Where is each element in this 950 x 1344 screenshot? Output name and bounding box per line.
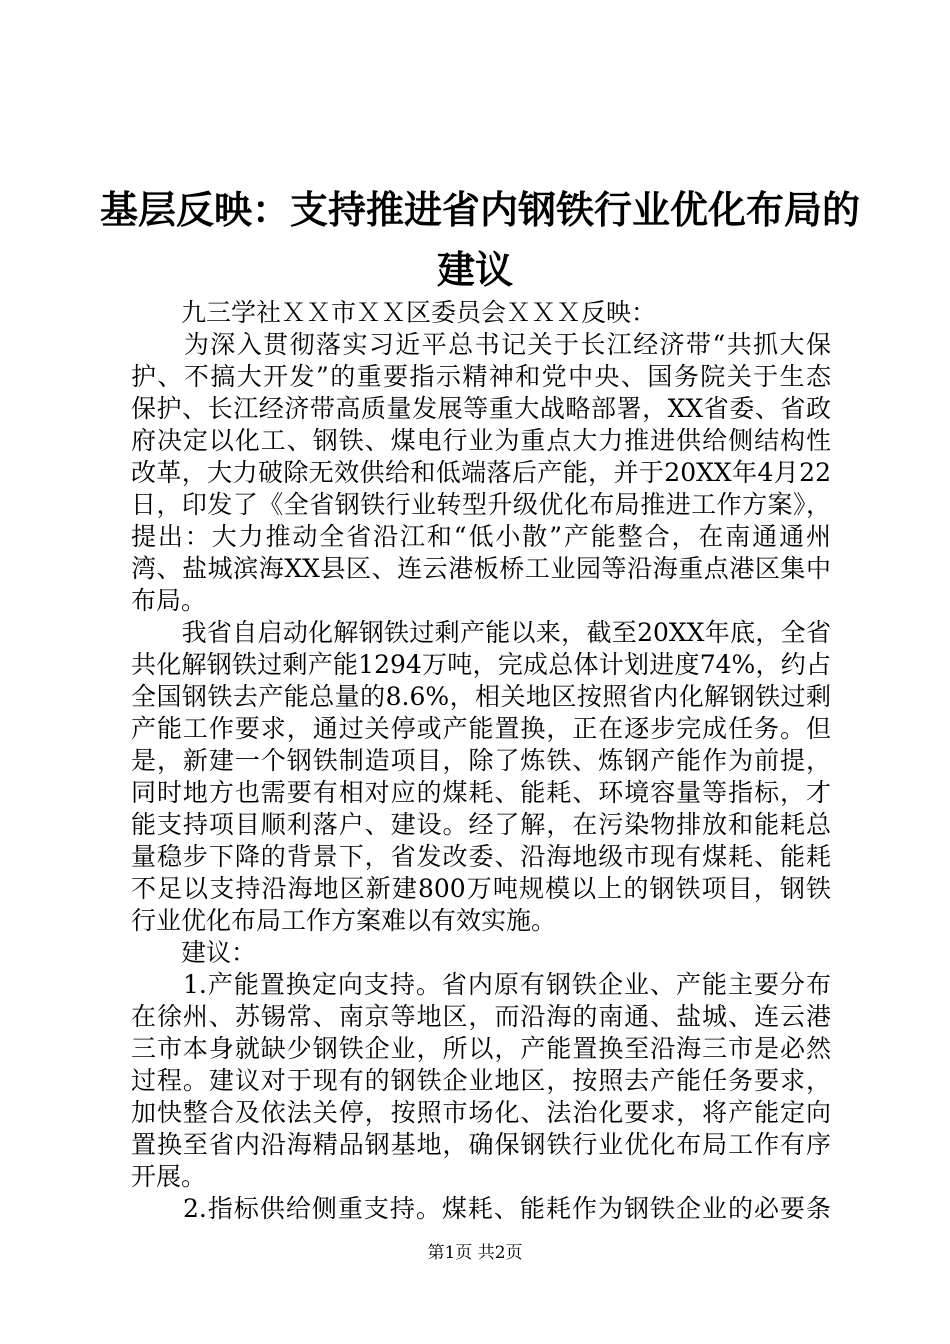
body-line: 行业优化布局工作方案难以有效实施。: [131, 906, 557, 935]
body-line: 不足以支持沿海地区新建800万吨规模以上的钢铁项目，钢铁: [131, 874, 831, 903]
body-line: 置换至省内沿海精品钢基地，确保钢铁行业优化布局工作有序: [131, 1130, 831, 1159]
body-line: 日，印发了《全省钢铁行业转型升级优化布局推进工作方案》，: [131, 490, 831, 519]
body-line: 保护、长江经济带高质量发展等重大战略部署，XX省委、省政: [131, 394, 831, 423]
document-title-line-2: 建议: [436, 248, 513, 292]
document-body: [131, 297, 831, 1225]
body-line: 2.指标供给侧重支持。煤耗、能耗作为钢铁企业的必要条: [131, 1194, 831, 1223]
body-line: 能支持项目顺利落户、建设。经了解，在污染物排放和能耗总: [131, 810, 831, 839]
body-line: 改革，大力破除无效供给和低端落后产能，并于20XX年4月22: [131, 458, 831, 487]
body-line: 护、不搞大开发”的重要指示精神和党中央、国务院关于生态: [131, 362, 831, 391]
body-line: 府决定以化工、钢铁、煤电行业为重点大力推进供给侧结构性: [131, 426, 831, 455]
body-line: 在徐州、苏锡常、南京等地区，而沿海的南通、盐城、连云港: [131, 1002, 831, 1031]
body-line: 过程。建议对于现有的钢铁企业地区，按照去产能任务要求，: [131, 1066, 831, 1095]
body-line: 布局。: [131, 586, 207, 615]
body-line: 九三学社ＸＸ市ＸＸ区委员会ＸＸＸ反映：: [131, 298, 657, 327]
body-line: 全国钢铁去产能总量的8.6%，相关地区按照省内化解钢铁过剩: [131, 682, 831, 711]
body-line: 同时地方也需要有相对应的煤耗、能耗、环境容量等指标，才: [131, 778, 831, 807]
body-line: 1.产能置换定向支持。省内原有钢铁企业、产能主要分布: [131, 970, 831, 999]
body-line: 产能工作要求，通过关停或产能置换，正在逐步完成任务。但: [131, 714, 831, 743]
page-footer: 第1页 共2页: [427, 1243, 523, 1263]
body-line: 我省自启动化解钢铁过剩产能以来，截至20XX年底，全省: [131, 618, 831, 647]
body-line: 建议：: [131, 938, 257, 967]
body-line: 加快整合及依法关停，按照市场化、法治化要求，将产能定向: [131, 1098, 831, 1127]
body-line: 共化解钢铁过剩产能1294万吨，完成总体计划进度74%，约占: [131, 650, 831, 679]
body-line: 三市本身就缺少钢铁企业，所以，产能置换至沿海三市是必然: [131, 1034, 831, 1063]
body-line: 是，新建一个钢铁制造项目，除了炼铁、炼钢产能作为前提，: [131, 746, 831, 775]
body-line: 湾、盐城滨海XX县区、连云港板桥工业园等沿海重点港区集中: [131, 554, 831, 583]
body-line: 量稳步下降的背景下，省发改委、沿海地级市现有煤耗、能耗: [131, 842, 831, 871]
body-line: 开展。: [131, 1162, 207, 1191]
document-title-line-1: 基层反映：支持推进省内钢铁行业优化布局的: [100, 188, 861, 232]
body-line: 为深入贯彻落实习近平总书记关于长江经济带“共抓大保: [131, 330, 831, 359]
body-line: 提出：大力推动全省沿江和“低小散”产能整合，在南通通州: [131, 522, 831, 551]
